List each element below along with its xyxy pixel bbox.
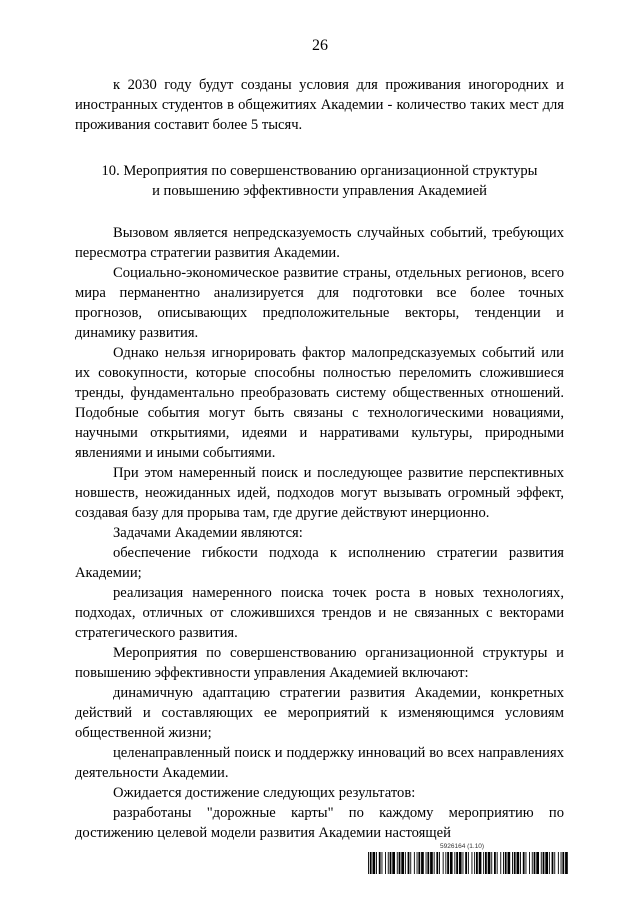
barcode-bar: [474, 852, 475, 874]
barcode-bar: [447, 852, 449, 874]
barcode-bar: [414, 852, 415, 874]
paragraph-tasks-intro: Задачами Академии являются:: [113, 525, 303, 541]
barcode-bar: [552, 852, 554, 874]
paragraph-challenge: Вызовом является непредсказуемость случайных событий, требующих пересмотра стратегии развития Академии.: [75, 225, 564, 261]
barcode-bar: [418, 852, 420, 874]
barcode-bar: [430, 852, 433, 874]
paragraph-unpredictable-factor: Однако нельзя игнорировать фактор малопредсказуемых событий или их совокупности, которые способны полностью переломить сложившиеся тренды, фундаментально преобразовать систему общественных отношений. Подобные события могут быть связаны с технологическими новациями, научными открытиями, идеями и нарративами культуры, природными явлениями и иными событиями.: [75, 345, 564, 461]
section-heading: [75, 161, 564, 201]
paragraph-results-intro: Ожидается достижение следующих результатов:: [113, 785, 416, 801]
barcode-bar: [450, 852, 453, 874]
barcode-bar: [439, 852, 440, 874]
barcode-bar: [532, 852, 533, 874]
barcode-bar: [463, 852, 464, 874]
barcode-bar: [385, 852, 386, 874]
barcode-bar: [523, 852, 525, 874]
barcode-bar: [500, 852, 501, 874]
barcode-bar: [485, 852, 487, 874]
barcode-bar: [368, 852, 369, 874]
intro-paragraph: к 2030 году будут созданы условия для проживания иногородних и иностранных студентов в общежитиях Академии - количество таких мест для проживания составит более 5 тысяч.: [75, 77, 564, 133]
barcode-bar: [536, 852, 539, 874]
barcode-bar: [534, 852, 536, 874]
barcode-bar: [479, 852, 482, 874]
barcode-bar: [376, 852, 377, 874]
barcode-bar: [565, 852, 568, 874]
barcode-bar: [392, 852, 395, 874]
barcode-bar: [445, 852, 446, 874]
paragraph-result-roadmaps: разработаны "дорожные карты" по каждому мероприятию по достижению целевой модели развития Академии настоящей: [75, 805, 564, 841]
barcode-bar: [545, 852, 548, 874]
barcode-bar: [526, 852, 527, 874]
barcode-bar: [503, 852, 504, 874]
barcode-bar: [399, 852, 401, 874]
paragraph-socioeconomic: Социально-экономическое развитие страны, отдельных регионов, всего мира перманентно анализируется для подготовки все более точных прогнозов, описывающих предположительные векторы, тенденции и динамику развития.: [75, 265, 564, 341]
barcode-bar: [472, 852, 473, 874]
barcode-bar: [456, 852, 458, 874]
barcode-bar: [491, 852, 492, 874]
barcode-bar: [421, 852, 424, 874]
barcode-bar: [512, 852, 513, 874]
document-body: [75, 75, 564, 843]
barcode-bar: [390, 852, 392, 874]
barcode-bar: [410, 852, 411, 874]
barcode-bar: [468, 852, 469, 874]
barcode-bar: [520, 852, 521, 874]
barcode-bar: [488, 852, 491, 874]
barcode-bar: [427, 852, 429, 874]
barcode-bar: [562, 852, 564, 874]
barcode-bar: [370, 852, 372, 874]
barcode-bar: [505, 852, 507, 874]
barcode-bar: [483, 852, 484, 874]
barcode-image: [368, 852, 568, 874]
barcode-bar: [561, 852, 562, 874]
barcode-bar: [517, 852, 520, 874]
barcode-bar: [549, 852, 550, 874]
barcode-bar: [443, 852, 444, 874]
barcode-bar: [543, 852, 545, 874]
barcode-bar: [529, 852, 530, 874]
paragraph-measure-innovation: целенаправленный поиск и поддержку инноваций во всех направлениях деятельности Академии.: [75, 745, 564, 781]
document-code: 5926164 (1.10): [440, 843, 485, 850]
barcode-bar: [459, 852, 462, 874]
paragraph-task-growth-points: реализация намеренного поиска точек роста в новых технологиях, подходах, отличных от сложившихся трендов и не связанных с векторами стратегического развития.: [75, 585, 564, 641]
barcode-bar: [417, 852, 418, 874]
paragraph-measures-intro: Мероприятия по совершенствованию организационной структуры и повышению эффективности управления Академией включают:: [75, 645, 564, 681]
barcode-bar: [514, 852, 516, 874]
barcode-bar: [454, 852, 455, 874]
barcode-bar: [541, 852, 542, 874]
barcode-bar: [465, 852, 467, 874]
barcode-bar: [405, 852, 406, 874]
barcode-bar: [508, 852, 511, 874]
barcode-bar: [434, 852, 435, 874]
paragraph-task-flexibility: обеспечение гибкости подхода к исполнению стратегии развития Академии;: [75, 545, 564, 581]
barcode-bar: [388, 852, 389, 874]
page-number: 26: [312, 37, 328, 54]
barcode-bar: [558, 852, 559, 874]
barcode-bar: [554, 852, 555, 874]
barcode-bar: [379, 852, 381, 874]
barcode-bar: [373, 852, 376, 874]
barcode-bar: [476, 852, 478, 874]
section-heading-line-1: 10. Мероприятия по совершенствованию организационной структуры: [101, 163, 538, 179]
paragraph-intentional-search: При этом намеренный поиск и последующее развитие перспективных новшеств, неожиданных идей, подходов могут вызывать огромный эффект, создавая базу для прорыва там, где другие действуют инерционно.: [75, 465, 564, 521]
barcode-bar: [397, 852, 398, 874]
barcode-bar: [494, 852, 496, 874]
barcode-bar: [497, 852, 498, 874]
barcode-bar: [436, 852, 438, 874]
barcode-bar: [408, 852, 410, 874]
barcode-bar: [426, 852, 427, 874]
barcode-bar: [382, 852, 383, 874]
barcode-bar: [401, 852, 404, 874]
section-heading-line-2: и повышению эффективности управления Академией: [152, 183, 487, 199]
paragraph-measure-adaptation: динамичную адаптацию стратегии развития Академии, конкретных действий и составляющих ее мероприятий к изменяющимся условиям общественной жизни;: [75, 685, 564, 741]
